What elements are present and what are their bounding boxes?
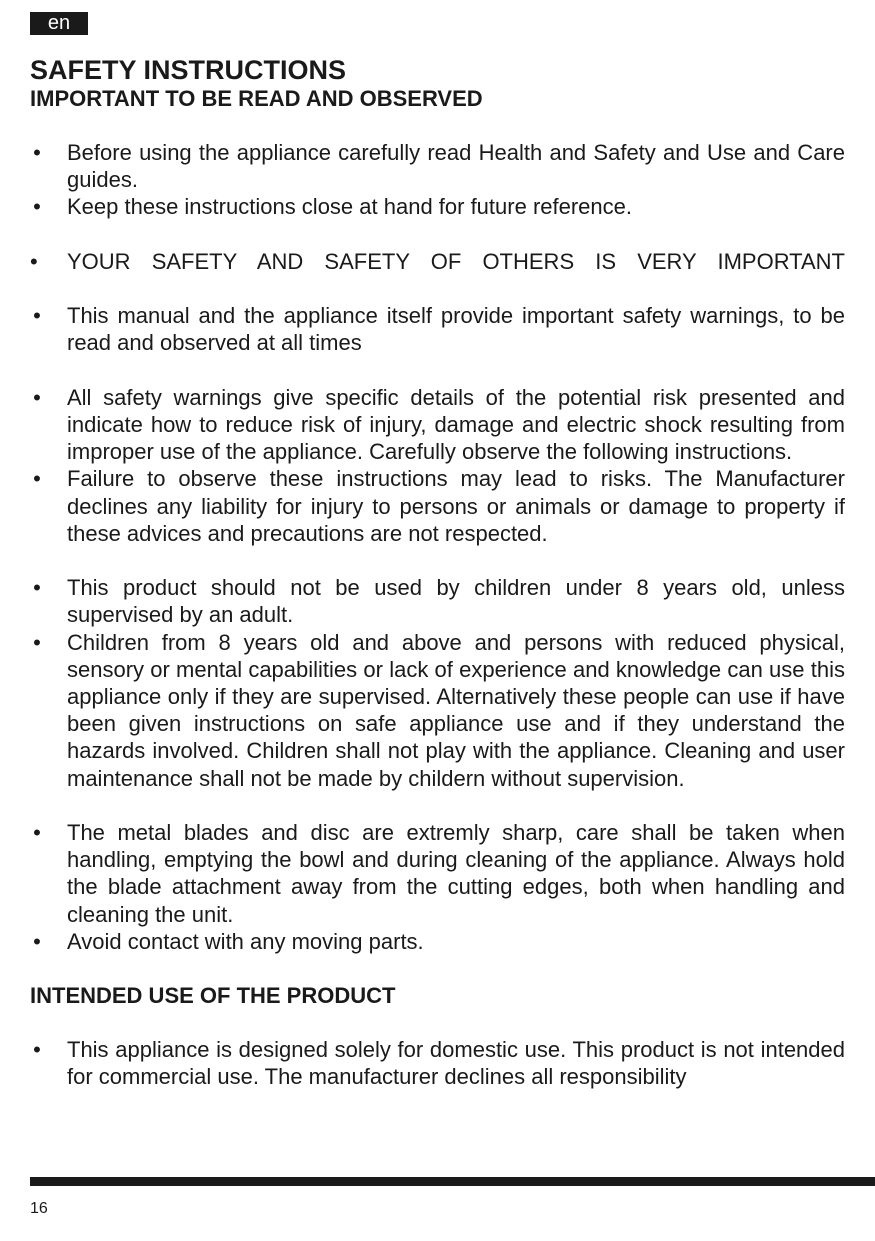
page-subtitle: IMPORTANT TO BE READ AND OBSERVED (30, 86, 483, 111)
footer-divider (30, 1177, 875, 1186)
list-item-text: This product should not be used by children under 8 years old, unless supervised by an adult. (67, 575, 845, 628)
list-item-text: YOUR SAFETY AND SAFETY OF OTHERS IS VERY IMPORTANT (67, 248, 845, 274)
list-item-text: Children from 8 years old and above and persons with reduced physical, sensory or mental capabilities or lack of experience and knowledge can use this appliance only if they are supervised. Alternatively these people can use if have been given instructions on safe appliance use and if they understand the hazards involved. Children shall not play with the appliance. Cleaning and user maintenance shall not be made by childern without supervision. (67, 629, 845, 791)
list-item-text: Before using the appliance carefully read Health and Safety and Use and Care guides. (67, 140, 845, 193)
bullet-icon: • (33, 140, 41, 165)
list-item (30, 928, 845, 955)
list-item-text: Keep these instructions close at hand for future reference. (67, 194, 632, 220)
bullet-icon: • (33, 466, 41, 492)
list-item (30, 302, 845, 356)
list-item (30, 139, 845, 193)
bullet-icon: • (30, 248, 38, 274)
bullet-icon: • (33, 1037, 41, 1063)
list-item (30, 574, 845, 628)
bullet-icon: • (33, 194, 41, 220)
list-item (30, 1036, 845, 1090)
list-item (30, 629, 845, 792)
list-item (30, 384, 845, 466)
bullet-icon: • (33, 575, 41, 601)
safety-content (30, 139, 845, 1091)
list-item-text: This manual and the appliance itself provide important safety warnings, to be read and observed at all times (67, 303, 845, 356)
language-tab: en (30, 12, 88, 35)
bullet-icon: • (33, 629, 41, 655)
list-item-text: Avoid contact with any moving parts. (67, 928, 424, 954)
list-item-text: The metal blades and disc are extremly sharp, care shall be taken when handling, emptying the bowl and during cleaning of the appliance. Always hold the blade attachment away from the cutting edges, both when handling and cleaning the unit. (67, 820, 845, 927)
bullet-icon: • (33, 384, 41, 410)
bullet-icon: • (33, 303, 41, 329)
section-heading-intended-use: INTENDED USE OF THE PRODUCT (30, 983, 396, 1009)
list-item-text: This appliance is designed solely for domestic use. This product is not intended for commercial use. The manufacturer declines all responsibility (67, 1037, 845, 1090)
list-item (30, 193, 845, 220)
page-title: SAFETY INSTRUCTIONS (30, 55, 347, 85)
list-item-text: Failure to observe these instructions may lead to risks. The Manufacturer declines any liability for injury to persons or animals or damage to property if these advices and precautions are not respected. (67, 466, 845, 546)
page-number: 16 (30, 1200, 48, 1217)
list-item-text: All safety warnings give specific details of the potential risk presented and indicate how to reduce risk of injury, damage and electric shock resulting from improper use of the appliance. Carefully observe the following instructions. (67, 384, 845, 465)
bullet-icon: • (33, 928, 41, 954)
list-item (30, 248, 845, 275)
bullet-icon: • (33, 820, 41, 845)
list-item (30, 819, 845, 928)
list-item (30, 465, 845, 547)
